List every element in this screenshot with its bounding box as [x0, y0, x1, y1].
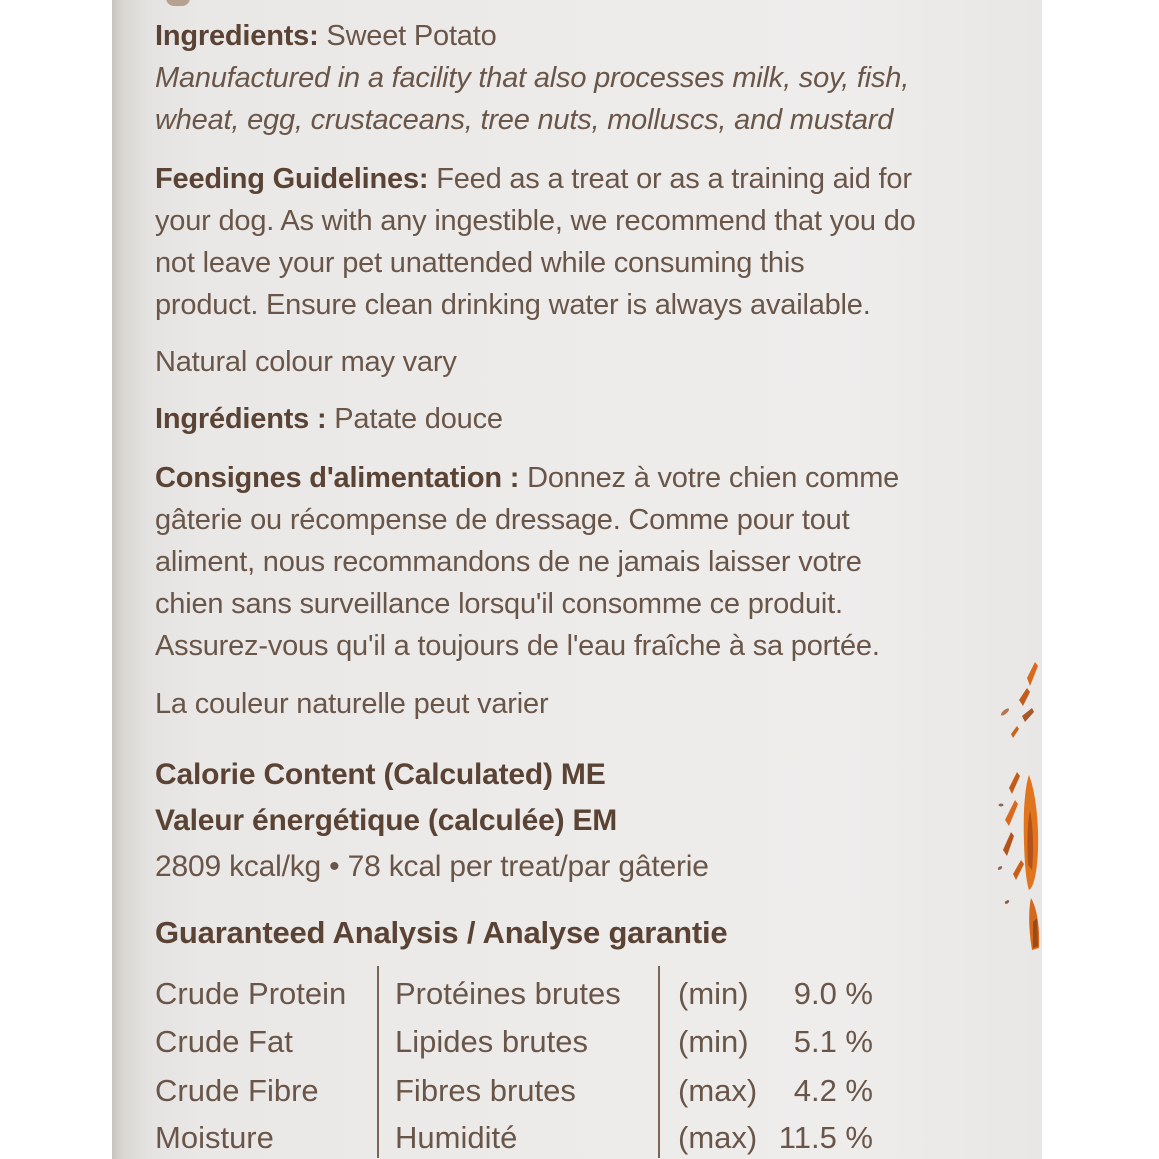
- ingredients-fr-section: [155, 398, 503, 440]
- row-limit: (min): [678, 976, 749, 1011]
- feeding-guidelines-en-line-1: Feed as a treat or as a training aid for: [436, 163, 912, 195]
- feeding-guidelines-fr-line-5: Assurez-vous qu'il a toujours de l'eau fraîche à sa portée.: [155, 630, 880, 662]
- table-column-divider: [377, 966, 379, 1158]
- row-name-fr: Protéines brutes: [395, 976, 621, 1011]
- guaranteed-analysis-table: [155, 966, 875, 1159]
- table-column-divider: [658, 966, 660, 1158]
- guaranteed-analysis-heading: Guaranteed Analysis / Analyse garantie: [155, 915, 728, 950]
- allergen-line-1: Manufactured in a facility that also processes milk, soy, fish,: [155, 62, 910, 94]
- table-row: [155, 1117, 875, 1159]
- colour-note-en: Natural colour may vary: [155, 346, 457, 378]
- feeding-guidelines-fr-section: [155, 457, 899, 667]
- row-name-en: Crude Protein: [155, 976, 347, 1011]
- row-value: 4.2 %: [793, 1073, 873, 1108]
- row-name-fr: Lipides brutes: [395, 1024, 589, 1059]
- feeding-guidelines-en-line-4: product. Ensure clean drinking water is always available.: [155, 289, 871, 321]
- feeding-guidelines-fr-line-3: aliment, nous recommandons de ne jamais laisser votre: [155, 546, 862, 578]
- calorie-content-en: Calorie Content (Calculated) ME: [155, 758, 606, 791]
- table-row: [155, 1070, 875, 1112]
- ingredients-fr-text: Patate douce: [334, 403, 503, 435]
- row-name-en: Moisture: [155, 1120, 274, 1155]
- allergen-notice: [155, 57, 909, 141]
- feeding-guidelines-en-line-2: your dog. As with any ingestible, we recommend that you do: [155, 205, 916, 237]
- row-name-en: Crude Fibre: [155, 1073, 319, 1108]
- calorie-content-value: 2809 kcal/kg • 78 kcal per treat/par gâterie: [155, 850, 709, 883]
- calorie-content-fr: Valeur énergétique (calculée) EM: [155, 804, 618, 837]
- colour-note-fr: La couleur naturelle peut varier: [155, 688, 549, 720]
- row-name-en: Crude Fat: [155, 1024, 293, 1059]
- feeding-guidelines-fr-line-1: Donnez à votre chien comme: [527, 462, 900, 494]
- feeding-guidelines-en-line-3: not leave your pet unattended while consuming this: [155, 247, 805, 279]
- row-value: 5.1 %: [793, 1024, 873, 1059]
- row-limit: (max): [678, 1120, 758, 1155]
- row-limit: (max): [678, 1073, 758, 1108]
- feeding-guidelines-en-section: [155, 158, 916, 326]
- feeding-guidelines-fr-line-2: gâterie ou récompense de dressage. Comme pour tout: [155, 504, 850, 536]
- row-name-fr: Fibres brutes: [395, 1073, 576, 1108]
- ingredients-en-text: Sweet Potato: [326, 20, 497, 52]
- allergen-line-2: wheat, egg, crustaceans, tree nuts, molluscs, and mustard: [155, 104, 894, 136]
- row-limit: (min): [678, 1024, 749, 1059]
- table-row: [155, 1021, 875, 1063]
- ingredients-fr-heading: Ingrédients :: [155, 403, 327, 435]
- table-row: [155, 973, 875, 1015]
- ingredients-en-heading: Ingredients:: [155, 20, 319, 52]
- row-value: 11.5 %: [778, 1120, 873, 1155]
- calorie-content-section: [155, 752, 709, 890]
- feeding-guidelines-fr-heading: Consignes d'alimentation :: [155, 462, 520, 494]
- ingredients-en-section: [155, 15, 497, 57]
- feeding-guidelines-fr-line-4: chien sans surveillance lorsqu'il consomme ce produit.: [155, 588, 843, 620]
- feeding-guidelines-en-heading: Feeding Guidelines:: [155, 163, 429, 195]
- sweet-potato-art-fragment: [997, 660, 1042, 960]
- row-value: 9.0 %: [793, 976, 873, 1011]
- row-name-fr: Humidité: [395, 1120, 518, 1155]
